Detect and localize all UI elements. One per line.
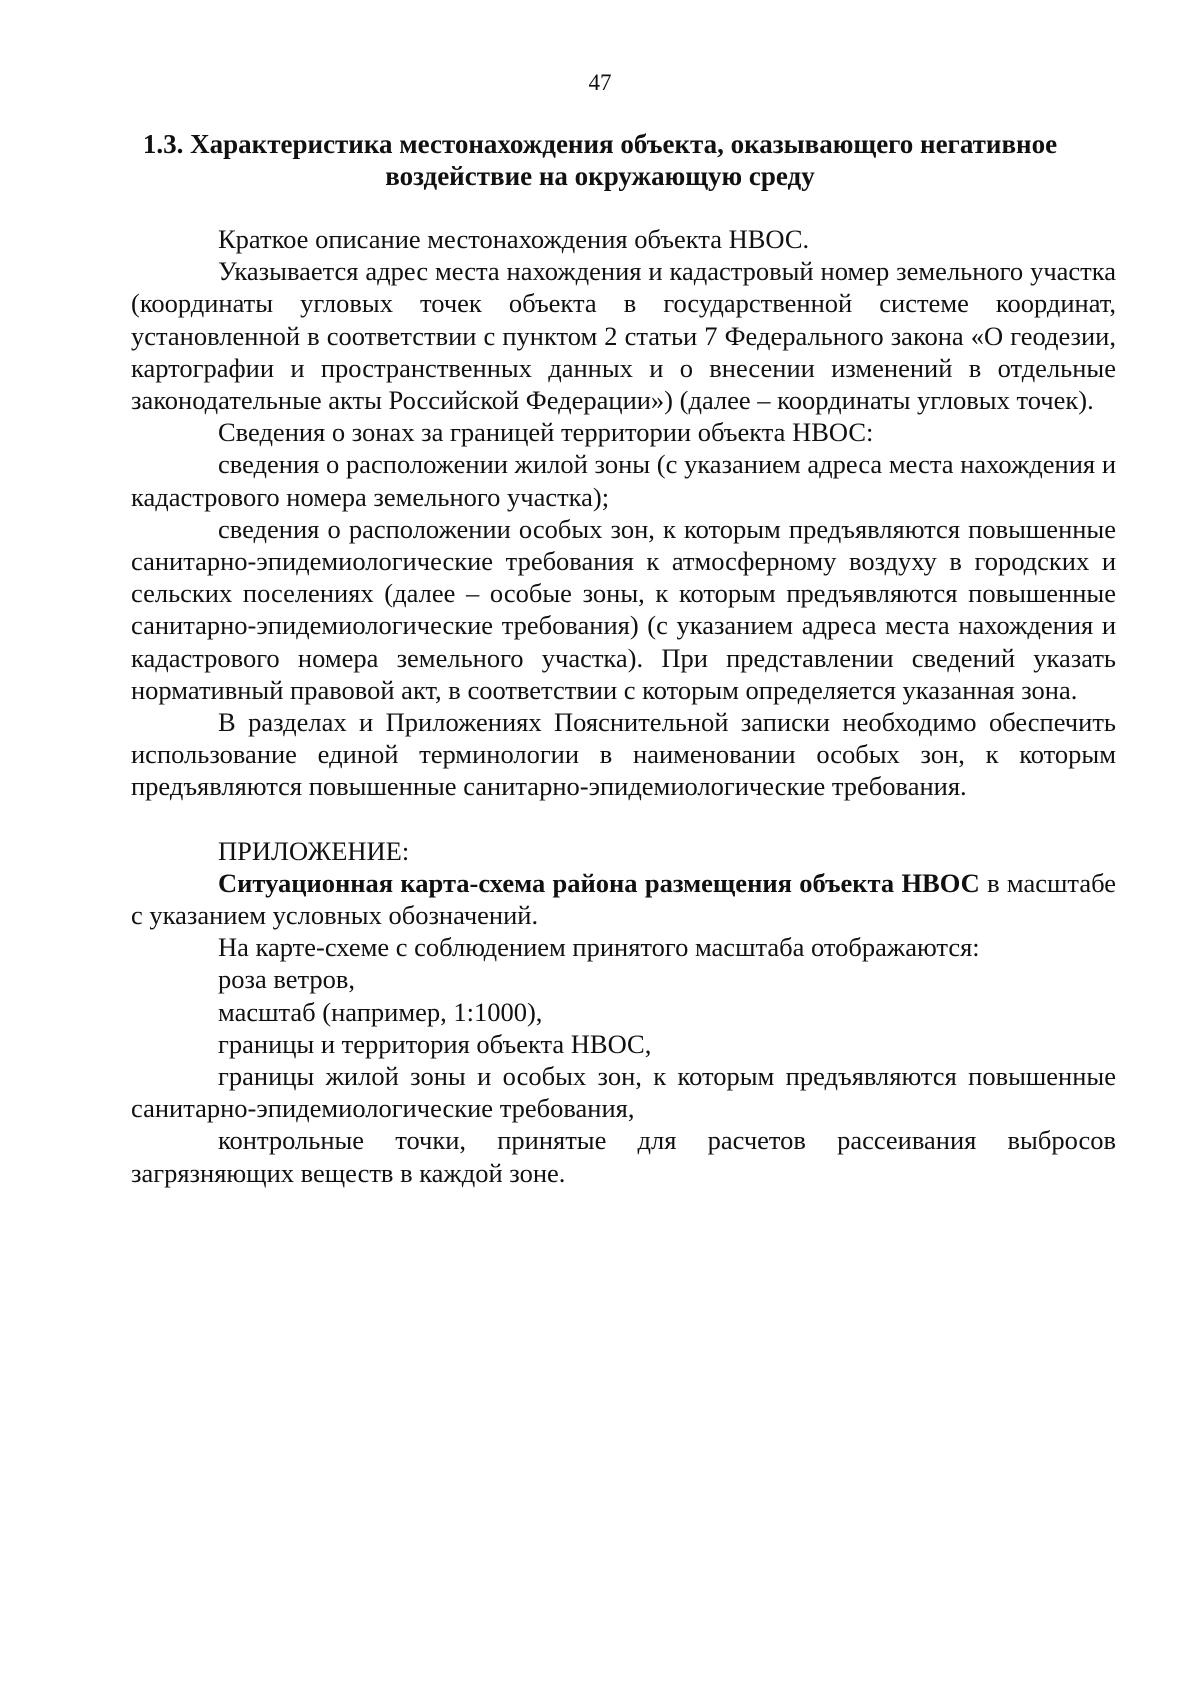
appendix-list-item: роза ветров, (218, 964, 356, 995)
appendix-map-title-paragraph (131, 867, 1116, 931)
appendix-label: ПРИЛОЖЕНИЕ: (218, 835, 410, 866)
appendix-intro: На карте-схеме с соблюдением принятого масштаба отображаются: (218, 932, 980, 963)
section-heading-line-2: воздействие на окружающую среду (385, 161, 815, 191)
paragraph-special-zones: сведения о расположении особых зон, к которым предъявляются повышенные санитарно-эпидемиологические требования к атмосферному воздуху в городских и сельских поселениях (далее – особые зоны, к которым предъявляются повышенные санитарно-эпидемиологические требования) (с указанием адреса места нахождения и кадастрового номера земельного участка). При представлении сведений указать нормативный правовой акт, в соответствии с которым определяется указанная зона. (131, 513, 1116, 705)
section-heading (120, 128, 1080, 192)
section-heading-line-1: 1.3. Характеристика местонахождения объекта, оказывающего негативное (142, 129, 1058, 159)
appendix-list-item: границы и территория объекта НВОС, (218, 1028, 652, 1059)
paragraph-address-instructions: Указывается адрес места нахождения и кадастровый номер земельного участка (координаты угловых точек объекта в государственной системе координат, установленной в соответствии с пунктом 2 статьи 7 Федерального закона «О геодезии, картографии и пространственных данных и о внесении изменений в отдельные законодательные акты Российской Федерации») (далее – координаты угловых точек). (131, 256, 1116, 416)
page-number: 47 (588, 70, 612, 95)
appendix-list-item: границы жилой зоны и особых зон, к которым предъявляются повышенные санитарно-эпидемиологические требования, (131, 1061, 1116, 1124)
appendix-list-item: контрольные точки, принятые для расчетов рассеивания выбросов загрязняющих веществ в каждой зоне. (131, 1125, 1116, 1188)
paragraph-residential-zone: сведения о расположении жилой зоны (с указанием адреса места нахождения и кадастрового номера земельного участка); (131, 449, 1116, 512)
paragraph-zones-heading: Сведения о зонах за границей территории объекта НВОС: (218, 417, 874, 448)
document-body (131, 223, 1116, 1189)
appendix-map-title-rest: в масштабе с указанием условных обозначений. (131, 867, 1116, 931)
appendix-map-title: Ситуационная карта-схема района размещения объекта НВОС (218, 867, 980, 898)
appendix-list-item: масштаб (например, 1:1000), (218, 996, 543, 1027)
paragraph-terminology: В разделах и Приложениях Пояснительной записки необходимо обеспечить использование единой терминологии в наименовании особых зон, к которым предъявляются повышенные санитарно-эпидемиологические требования. (131, 707, 1116, 802)
paragraph-short-description: Краткое описание местонахождения объекта НВОС. (218, 224, 810, 254)
